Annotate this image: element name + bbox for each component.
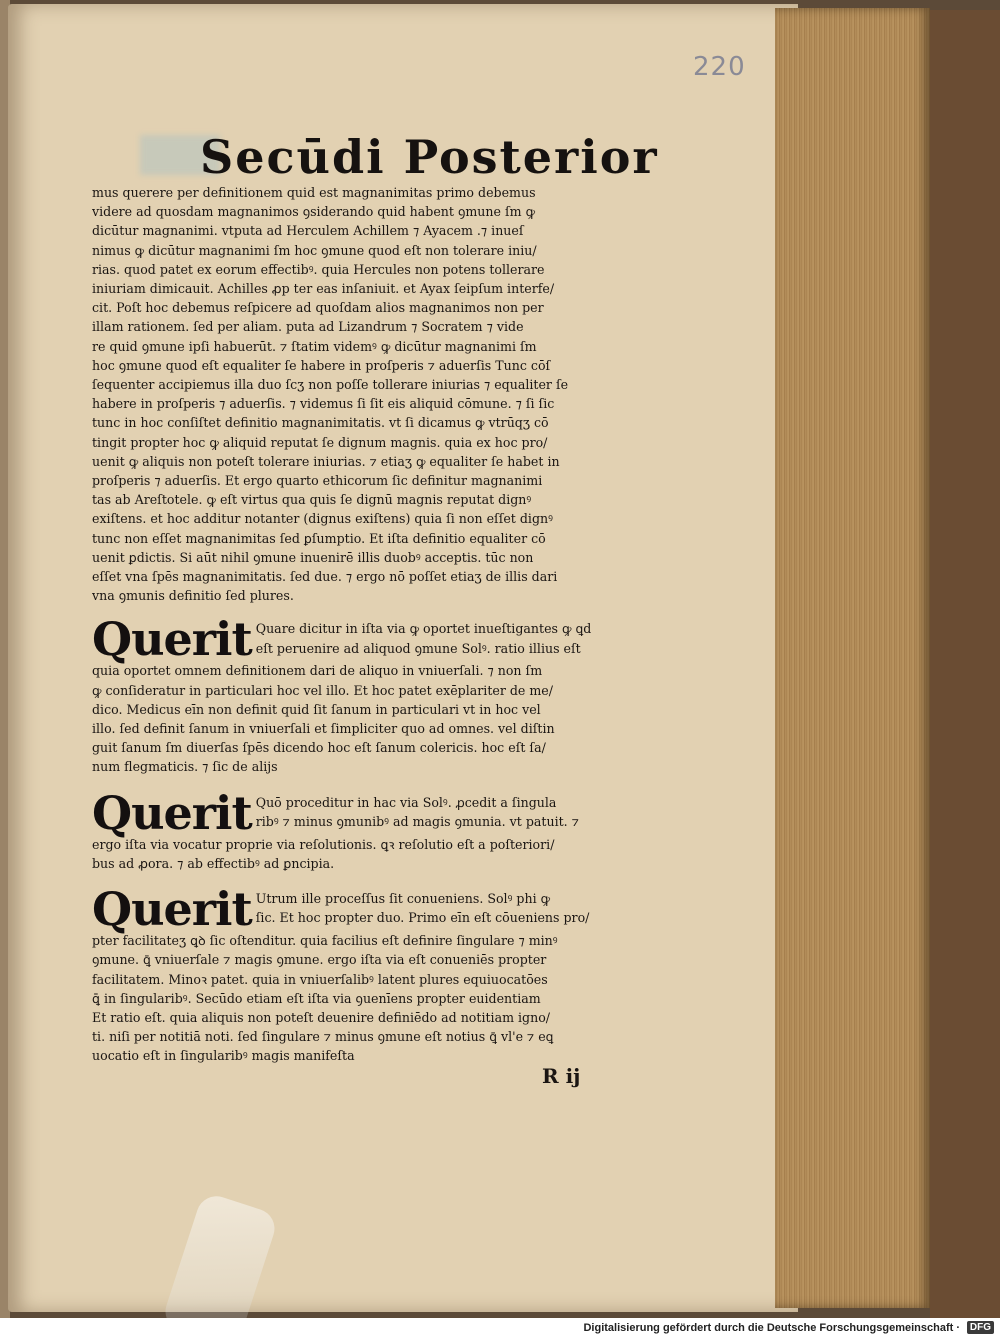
text-line: facilitatem. Minoꝛ patet. quia in vniuerſalibꝰ latent plures equiuocatōes	[92, 971, 548, 987]
text-line: eſt peruenire ad aliquod ꝯmune Solꝰ. ratio illius eſt	[255, 640, 581, 656]
text-line: proſperis ⁊ aduerſis. Et ergo quarto ethicorum ſic definitur magnanimi	[92, 473, 543, 489]
text-line: bus ad ꝓora. ⁊ ab effectibꝰ ad ꝑncipia.	[92, 855, 335, 871]
footer-bar	[0, 1318, 1000, 1340]
question-head	[92, 612, 632, 667]
footer-credit: Digitalisierung gefördert durch die Deutsche Forschungsgemeinschaft ·	[583, 1322, 960, 1334]
text-line: uocatio eſt in ſingularibꝰ magis manifeſta	[92, 1048, 355, 1064]
text-line: exiſtens. et hoc additur notanter (dignus exiſtens) quia ſi non eſſet dignꝰ	[92, 511, 553, 527]
text-line: uenit ꝑdictis. Si aūt nihil ꝯmune inuenirē illis duobꝰ acceptis. tūc non	[92, 549, 534, 565]
question-body	[92, 835, 632, 873]
text-line: dicūtur magnanimi. vtputa ad Herculem Achillem ⁊ Ayacem .⁊ inueſ	[92, 223, 524, 239]
text-line: mus querere per definitionem quid est magnanimitas primo debemus	[92, 185, 536, 200]
text-line: nimus ꝙ dicūtur magnanimi ſm hoc ꝯmune quod eſt non tolerare iniu/	[92, 242, 537, 258]
question-3	[92, 882, 632, 1065]
text-line: ergo iſta via vocatur proprie via reſolutionis. ꝗꝛ reſolutio eſt a poſteriori/	[92, 836, 555, 852]
text-line: rias. quod patet ex eorum effectibꝰ. quia Hercules non potens tollerare	[92, 261, 545, 277]
text-line: quia oportet omnem definitionem dari de aliquo in vniuerſali. ⁊ non ſm	[92, 663, 543, 679]
text-line: vna ꝯmunis definitio ſed plures.	[92, 588, 294, 604]
text-line: Et ratio eſt. quia aliquis non poteſt deuenire definiēdo ad notitiam igno/	[92, 1009, 551, 1025]
text-line: habere in proſperis ⁊ aduerſis. ⁊ videmus ſi ſit eis aliquid cōmune. ⁊ ſi ſic	[92, 396, 555, 412]
text-line: cit. Poſt hoc debemus reſpicere ad quoſdam alios magnanimos non per	[92, 300, 544, 316]
question-initial: Querit	[92, 612, 252, 667]
question-head	[92, 882, 632, 937]
text-line: tingit propter hoc ꝙ aliquid reputat ſe dignum magnis. quia ex hoc pro/	[92, 434, 548, 450]
text-line: ribꝰ ⁊ minus ꝯmunibꝰ ad magis ꝯmunia. vt patuit. ⁊	[255, 813, 579, 829]
book-cover	[930, 10, 1000, 1318]
text-line: dico. Medicus eīn non definit quid ſit ſanum in particulari vt in hoc vel	[92, 701, 541, 717]
text-line: Quare dicitur in iſta via ꝙ oportet inueſtigantes ꝙ ꝗd	[255, 621, 592, 637]
text-block	[92, 183, 632, 1066]
question-body	[92, 931, 632, 1065]
text-line: ſic. Et hoc propter duo. Primo eīn eſt cōueniens pro/	[255, 910, 590, 926]
question-1	[92, 612, 632, 776]
question-head	[92, 785, 632, 840]
text-line: guit ſanum ſm diuerſas ſpēs dicendo hoc eſt ſanum colericis. hoc eſt ſa/	[92, 740, 546, 756]
text-line: re quid ꝯmune ipſi habuerūt. ⁊ ſtatim videmꝰ ꝙ dicūtur magnanimi ſm	[92, 338, 537, 354]
paragraph-main	[92, 183, 632, 605]
text-line: ꝙ conſideratur in particulari hoc vel illo. Et hoc patet exēplariter de me/	[92, 682, 554, 698]
text-line: eſſet vna ſpēs magnanimitatis. ſed due. ⁊ ergo nō poſſet etiaʒ de illis dari	[92, 569, 558, 585]
question-first-lines	[256, 617, 592, 657]
question-body	[92, 661, 632, 776]
text-line: ſequenter accipiemus illa duo ſcʒ non poſſe tollerare iniurias ⁊ equaliter ſe	[92, 377, 569, 393]
text-line: num flegmaticis. ⁊ ſic de alijs	[92, 759, 278, 775]
question-2	[92, 785, 632, 873]
text-line: tunc in hoc conſiſtet definitio magnanimitatis. vt ſi dicamus ꝙ vtrūqʒ cō	[92, 415, 549, 431]
text-line: Quō proceditur in hac via Solꝰ. ꝓcedit a ſingula	[255, 794, 557, 810]
text-line: uenit ꝙ aliquis non poteſt tolerare iniurias. ⁊ etiaʒ ꝙ equaliter ſe habet in	[92, 453, 560, 469]
text-line: iniuriam dimicauit. Achilles ꝓp ter eas inſaniuit. et Ayax ſeipſum interfe/	[92, 281, 555, 297]
question-first-lines	[256, 791, 579, 831]
text-line: illam rationem. ſed per aliam. puta ad Lizandrum ⁊ Socratem ⁊ vide	[92, 319, 524, 335]
text-line: tas ab Areſtotele. ꝙ eſt virtus qua quis ſe dignū magnis reputat dignꝰ	[92, 492, 532, 508]
folio-number: 220	[693, 52, 746, 82]
dfg-logo: DFG	[967, 1321, 994, 1334]
text-line: ꝗ̄ in ſingularibꝰ. Secūdo etiam eſt iſta via ꝯuenīens propter euidentiam	[92, 990, 541, 1006]
text-line: videre ad quosdam magnanimos ꝯsiderando quid habent ꝯmune ſm ꝙ	[92, 204, 536, 220]
running-head: Secūdi Posterior	[200, 130, 659, 184]
text-line: tunc non eſſet magnanimitas ſed ꝑſumptio. Et iſta definitio equaliter cō	[92, 530, 546, 546]
text-line: hoc ꝯmune quod eſt equaliter ſe habere in proſperis ⁊ aduerſis Tunc cōſ	[92, 357, 551, 373]
page-edges	[775, 8, 930, 1308]
text-line: pter facilitateʒ ꝗꝺ ſic oſtenditur. quia facilius eſt definire ſingulare ⁊ minꝰ	[92, 933, 558, 949]
text-line: illo. ſed definit ſanum in vniuerſali et ſimpliciter quo ad omnes. vel diſtin	[92, 721, 555, 737]
question-initial: Querit	[92, 785, 252, 840]
question-first-lines	[256, 887, 590, 927]
text-line: Utrum ille proceſſus ſit conueniens. Solꝰ phi ꝙ	[255, 891, 551, 907]
signature-mark: R ij	[542, 1064, 581, 1088]
question-initial: Querit	[92, 882, 252, 937]
text-line: ti. niſi per notitiā noti. ſed ſingulare ⁊ minus ꝯmune eſt notius ꝗ̄ vl'e ⁊ eꝗ	[92, 1029, 554, 1045]
text-line: ꝯmune. ꝗ̄ vniuerſale ⁊ magis ꝯmune. ergo iſta via eſt conueniēs propter	[92, 952, 547, 968]
